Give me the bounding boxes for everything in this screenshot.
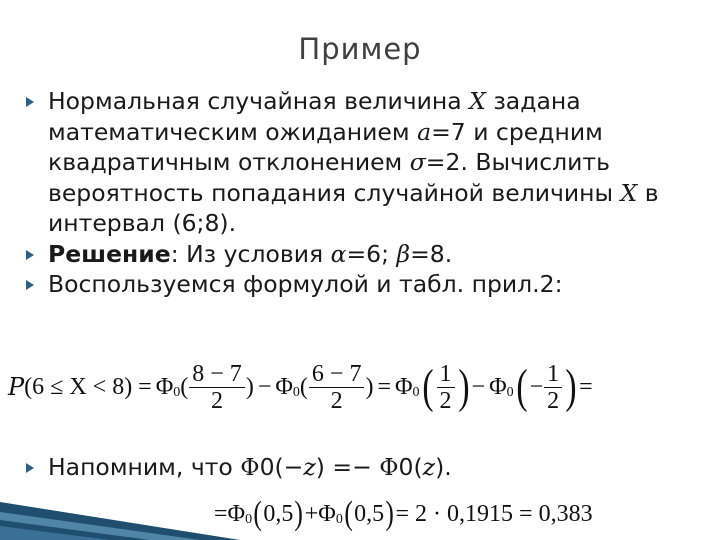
- formula-phi-4: Φ: [489, 373, 507, 400]
- var-a: a: [417, 117, 432, 146]
- recall-sub-2: 0: [398, 453, 414, 481]
- recall-prefix: Напомним, что: [48, 453, 241, 481]
- bullet-solution: [24, 239, 704, 270]
- recall-phi-2: Φ: [379, 453, 399, 481]
- fraction-1-denominator: 2: [211, 387, 224, 414]
- formula-big-paren-close-3: ): [457, 360, 470, 413]
- fraction-4-numerator: 1: [544, 361, 562, 388]
- recall-close-2: ).: [435, 453, 452, 481]
- fraction-2: [309, 361, 365, 414]
- solution-text-2: =6;: [346, 239, 397, 268]
- result-paren-close-1: ): [294, 495, 304, 532]
- fraction-4: [544, 361, 562, 414]
- bullet-recall: [24, 452, 704, 483]
- solution-label: Решение: [48, 239, 171, 268]
- formula-phi-3: Φ: [395, 373, 413, 400]
- result-paren-open-2: (: [344, 495, 353, 532]
- result-arg-1: 0,5: [263, 500, 294, 527]
- recall-phi-1: Φ: [240, 453, 260, 481]
- var-x: X: [469, 87, 486, 115]
- formula-paren-open-2: (: [299, 373, 308, 400]
- var-sigma: σ: [409, 148, 426, 176]
- formula-paren-open-1: (: [180, 373, 189, 400]
- fraction-1-numerator: 8 − 7: [189, 361, 245, 388]
- formula-big-paren-open-4: (: [516, 360, 528, 413]
- fraction-4-sign: −: [529, 373, 544, 400]
- result-tail: = 2 · 0,1915 = 0,383: [395, 500, 593, 527]
- recall-arg-2: (: [413, 453, 423, 481]
- result-arg-2: 0,5: [354, 500, 385, 527]
- recall-z-2: z: [422, 453, 436, 481]
- slide-title: Пример: [298, 32, 422, 66]
- bullet-arrow-icon: [26, 250, 34, 260]
- solution-text-3: =8.: [410, 239, 453, 268]
- formula-big-paren-close-4: ): [565, 360, 577, 413]
- fraction-2-denominator: 2: [330, 387, 343, 414]
- bullet-formula-intro: [24, 269, 704, 300]
- recall-arg-1: (−: [274, 453, 304, 481]
- problem-text-2: задана математическим ожиданием: [48, 87, 581, 146]
- var-alpha: α: [330, 239, 347, 268]
- decorative-corner-stripes: [0, 480, 240, 540]
- bullet-problem-statement: [24, 86, 704, 239]
- result-sub-2: 0: [335, 512, 343, 527]
- fraction-1: [189, 361, 245, 414]
- formula-eq-1: =: [377, 373, 391, 400]
- formula-paren-close-1: ): [245, 373, 254, 400]
- result-phi-1: Φ: [227, 500, 246, 527]
- formula-tail-eq: =: [579, 373, 593, 400]
- solution-text-1: : Из условия: [170, 239, 331, 268]
- var-beta: β: [396, 239, 411, 268]
- bullet-arrow-icon: [26, 97, 34, 107]
- var-x-2: X: [620, 178, 638, 207]
- bullet-arrow-icon: [26, 463, 34, 473]
- problem-text-1: Нормальная случайная величина: [48, 87, 470, 115]
- formula-phi-sub-1: 0: [173, 385, 181, 400]
- recall-close-1: ) =−: [315, 453, 380, 481]
- bullet-arrow-icon: [26, 280, 34, 290]
- result-paren-open-1: (: [253, 495, 263, 532]
- fraction-4-denominator: 2: [547, 387, 560, 414]
- formula-phi-sub-4: 0: [506, 385, 514, 400]
- result-paren-close-2: ): [385, 495, 395, 532]
- formula-phi-sub-2: 0: [292, 385, 300, 400]
- result-formula: [214, 496, 593, 532]
- formula-minus-2: −: [471, 373, 486, 400]
- formula-p: P: [8, 373, 25, 401]
- formula-intro-text: Воспользуемся формулой и табл. прил.2:: [48, 270, 563, 298]
- formula-paren-close-2: ): [365, 373, 374, 400]
- formula-phi-1: Φ: [155, 373, 174, 400]
- result-sub-1: 0: [245, 512, 253, 527]
- formula-interval: (6 ≤ X < 8) =: [24, 373, 152, 400]
- bullet-list: [24, 86, 704, 300]
- probability-formula: [8, 352, 714, 422]
- formula-phi-2: Φ: [275, 373, 293, 400]
- problem-text-3: =7 и средним квадратичным отклонением: [48, 117, 603, 176]
- fraction-3-numerator: 1: [437, 361, 455, 388]
- fraction-3: [437, 361, 455, 414]
- formula-big-paren-open-3: (: [421, 360, 434, 413]
- result-phi-2: Φ: [318, 500, 336, 527]
- fraction-2-numerator: 6 − 7: [309, 361, 365, 388]
- bullet-recall-wrapper: [24, 452, 704, 483]
- recall-z-1: z: [303, 453, 316, 481]
- formula-minus-1: −: [257, 373, 272, 400]
- result-plus: +: [304, 500, 319, 527]
- fraction-3-denominator: 2: [439, 387, 452, 414]
- problem-text-5: в интервал (6;8).: [48, 178, 659, 237]
- result-eq-1: =: [214, 500, 228, 527]
- recall-sub-1: 0: [259, 453, 275, 481]
- formula-phi-sub-3: 0: [412, 385, 420, 400]
- problem-text-4: =2. Вычислить вероятность попадания случайной величины: [48, 148, 621, 207]
